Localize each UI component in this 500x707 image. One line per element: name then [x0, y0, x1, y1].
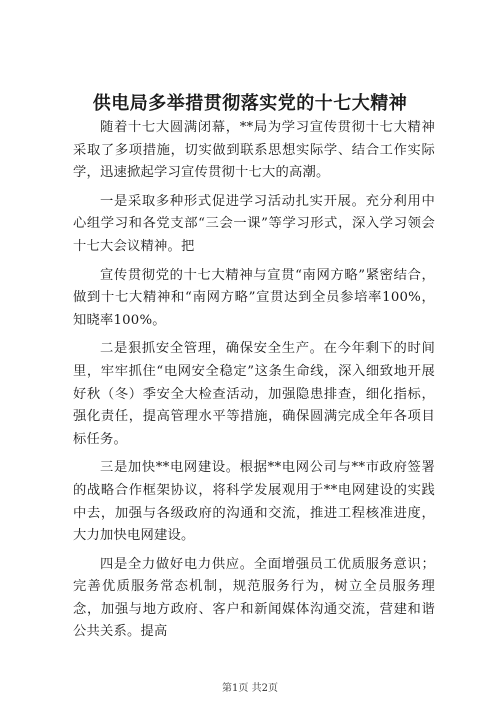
- paragraph-point-three: 三是加快**电网建设。根据**电网公司与**市政府签署的战略合作框架协议，将科学发展观用于**电网建设的实践中去，加强与各级政府的沟通和交流，推进工程核准进度，大力加快电网建设。: [73, 460, 435, 544]
- page-number-footer: 第1页 共2页: [222, 683, 278, 694]
- paragraph-intro: 随着十七大圆满闭幕，**局为学习宣传贯彻十七大精神采取了多项措施，切实做到联系思想实际学、结合工作实际学，迅速掀起学习宣传贯彻十七大的高潮。: [73, 120, 435, 181]
- paragraph-point-one-continued: 宣传贯彻党的十七大精神与宣贯“南网方略”紧密结合，做到十七大精神和“南网方略”宣贯达到全员参培率100%，知晓率100%。: [73, 267, 435, 328]
- document-title: 供电局多举措贯彻落实党的十七大精神: [92, 93, 408, 114]
- paragraph-point-four: 四是全力做好电力供应。全面增强员工优质服务意识；完善优质服务常态机制，规范服务行为，树立全员服务理念，加强与地方政府、客户和新闻媒体沟通交流，营建和谐公共关系。提高: [73, 556, 435, 640]
- paragraph-point-two: 二是狠抓安全管理，确保安全生产。在今年剩下的时间里，牢牢抓住“电网安全稳定”这条生命线，深入细致地开展好秋（冬）季安全大检查活动，加强隐患排查，细化指标，强化责任，提高管理水平等措施，确保圆满完成全年各项目标任务。: [73, 341, 435, 447]
- document-body: [73, 117, 435, 650]
- paragraph-point-one: 一是采取多种形式促进学习活动扎实开展。充分利用中心组学习和各党支部“三会一课”等学习形式，深入学习领会十七大会议精神。把: [73, 193, 435, 254]
